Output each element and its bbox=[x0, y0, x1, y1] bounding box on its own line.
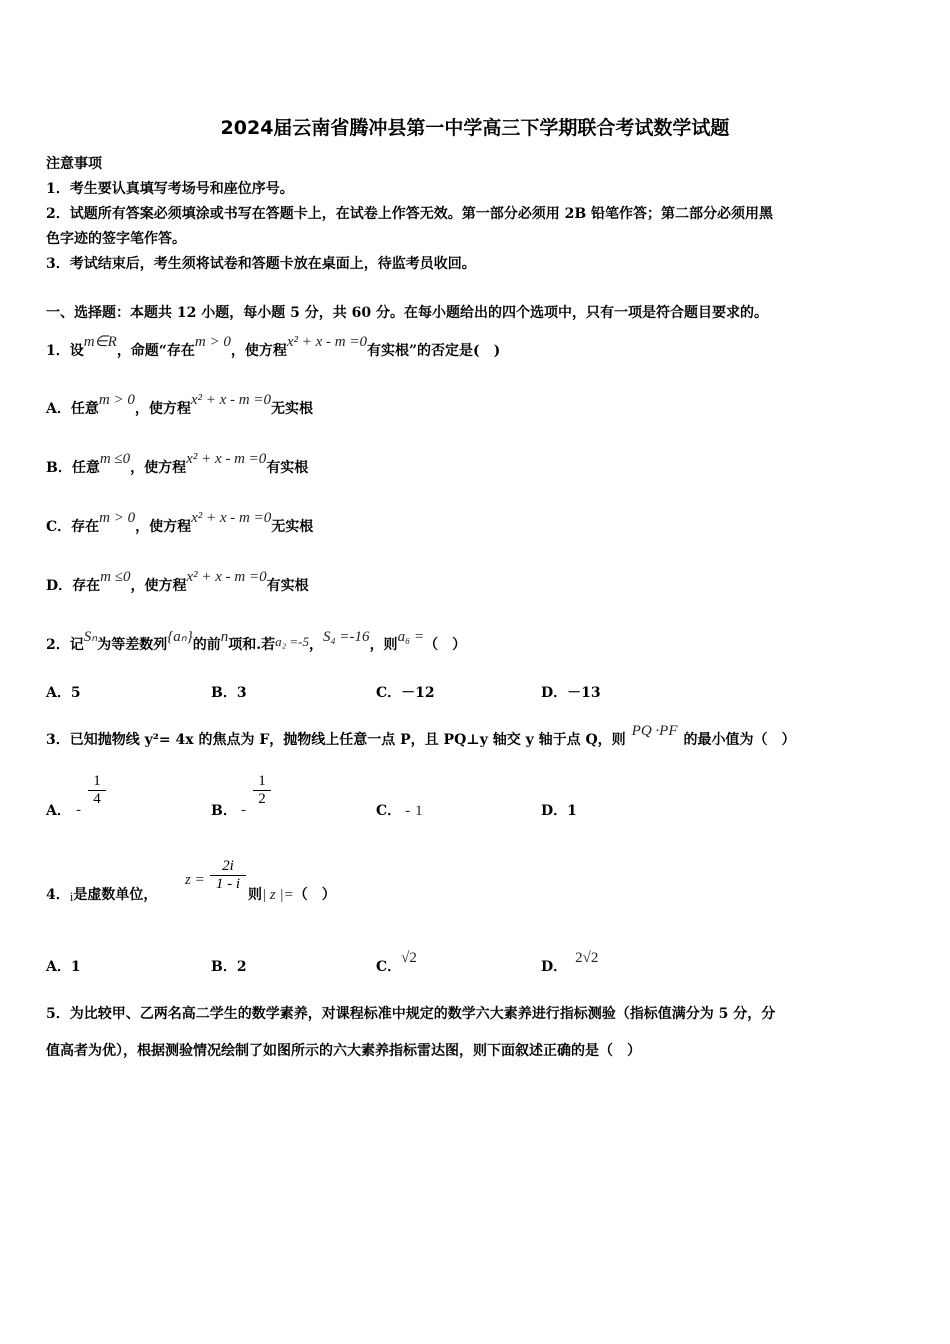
q4-lhs: z = bbox=[185, 872, 205, 888]
q4-text: 4． bbox=[46, 887, 70, 903]
q4-text: 则 bbox=[248, 887, 262, 903]
option-value: 1 bbox=[415, 803, 423, 819]
option-label: A．任意 bbox=[46, 401, 99, 417]
option-label: C．存在 bbox=[46, 519, 100, 535]
q2-text: 2．记 bbox=[46, 637, 84, 653]
notice-item: 色字迹的签字笔作答。 bbox=[46, 231, 186, 247]
denominator: 1 - i bbox=[210, 875, 246, 893]
option-math: m ≤0 bbox=[100, 569, 131, 585]
option-sign: - bbox=[405, 803, 411, 819]
option-text: ，使方程 bbox=[130, 578, 187, 594]
page-title: 2024届云南省腾冲县第一中学高三下学期联合考试数学试题 bbox=[220, 117, 730, 139]
option-text: 有实根 bbox=[266, 460, 309, 476]
notice-item: 1．考生要认真填写考场号和座位序号。 bbox=[46, 181, 294, 197]
q3-math: PQ ·PF bbox=[631, 723, 678, 739]
notice-item: 3．考试结束后，考生须将试卷和答题卡放在桌面上，待监考员收回。 bbox=[46, 256, 476, 272]
q1-math: x² + x - m =0 bbox=[286, 334, 367, 350]
option-math: m > 0 bbox=[99, 510, 136, 526]
q2-option-a: A．5 bbox=[46, 685, 81, 701]
q3-option-b-label: B． bbox=[211, 803, 237, 819]
q3-option-a-fraction bbox=[88, 773, 106, 808]
q1-option-c bbox=[46, 510, 314, 536]
option-math: m ≤0 bbox=[99, 451, 131, 467]
q3-option-b-sign: - bbox=[241, 802, 246, 818]
q3-option-a-sign: - bbox=[76, 802, 81, 818]
option-label: D． bbox=[541, 959, 568, 975]
option-text: ，使方程 bbox=[130, 460, 187, 476]
q4-math: i bbox=[69, 889, 74, 904]
option-math: x² + x - m =0 bbox=[186, 569, 267, 585]
q3-option-c bbox=[376, 800, 423, 820]
q4-option-d bbox=[541, 950, 599, 976]
numerator: 1 bbox=[258, 773, 266, 789]
q4-option-c bbox=[376, 950, 417, 976]
q4-option-a: A．1 bbox=[46, 959, 81, 975]
option-math: x² + x - m =0 bbox=[191, 510, 272, 526]
q3-text: 3．已知抛物线 y²= 4x 的焦点为 F，抛物线上任意一点 P，且 PQ⊥y 轴交 y 轴于点 Q，则 bbox=[46, 732, 626, 748]
q5-line: 值高者为优），根据测验情况绘制了如图所示的六大素养指标雷达图，则下面叙述正确的是（ ） bbox=[46, 1043, 641, 1059]
q2-text: ，则 bbox=[369, 637, 398, 653]
option-math: m > 0 bbox=[98, 392, 135, 408]
q4-stem-start bbox=[46, 884, 157, 904]
option-label: C． bbox=[376, 803, 402, 819]
option-value: 1 bbox=[567, 803, 577, 819]
q1-stem bbox=[46, 334, 501, 360]
option-math: 2√2 bbox=[575, 950, 599, 966]
option-math: x² + x - m =0 bbox=[190, 392, 271, 408]
option-label: C． bbox=[376, 959, 402, 975]
numerator: 2i bbox=[222, 858, 234, 874]
q3-stem bbox=[46, 723, 796, 749]
q3-option-b-fraction bbox=[253, 773, 271, 808]
q2-text: 的前 bbox=[192, 637, 221, 653]
q1-option-d bbox=[46, 569, 309, 595]
option-label: D．存在 bbox=[46, 578, 101, 594]
q2-math: n bbox=[220, 629, 229, 645]
option-text: ，使方程 bbox=[134, 401, 191, 417]
option-math: x² + x - m =0 bbox=[186, 451, 267, 467]
option-text: 有实根 bbox=[266, 578, 309, 594]
q1-text: ，命题“存在 bbox=[116, 343, 195, 359]
notice-heading: 注意事项 bbox=[46, 156, 102, 172]
q1-option-a bbox=[46, 392, 313, 418]
q4-stem-end bbox=[248, 884, 336, 904]
q3-option-d bbox=[541, 800, 577, 820]
q2-stem bbox=[46, 629, 467, 654]
numerator: 1 bbox=[93, 773, 101, 789]
q2-math: {aₙ} bbox=[167, 629, 193, 645]
option-label: D． bbox=[541, 803, 568, 819]
q5-line: 5．为比较甲、乙两名高二学生的数学素养，对课程标准中规定的数学六大素养进行指标测验（指标值满分为 5 分，分 bbox=[46, 1006, 776, 1022]
q4-text: 是虚数单位， bbox=[73, 887, 158, 903]
q1-text: ，使方程 bbox=[230, 343, 287, 359]
q3-option-a-label: A． bbox=[46, 803, 71, 819]
q2-text: （ ） bbox=[424, 637, 467, 653]
q2-math: a₆ = bbox=[397, 629, 425, 645]
q2-math: Sₙ bbox=[83, 629, 98, 645]
section-heading: 一、选择题：本题共 12 小题，每小题 5 分，共 60 分。在每小题给出的四个选项中，只有一项是符合题目要求的。 bbox=[46, 305, 768, 321]
q1-math: m > 0 bbox=[194, 334, 231, 350]
q2-option-b: B．3 bbox=[211, 685, 247, 701]
denominator: 2 bbox=[253, 790, 271, 808]
option-label: B．任意 bbox=[46, 460, 100, 476]
option-math: √2 bbox=[401, 950, 417, 966]
q1-text: 有实根”的否定是( ) bbox=[366, 343, 501, 359]
option-text: ，使方程 bbox=[135, 519, 192, 535]
q2-text: 项和.若 bbox=[228, 637, 276, 653]
option-text: 无实根 bbox=[271, 519, 314, 535]
q2-option-c: C．－12 bbox=[376, 685, 435, 701]
q4-text: （ ） bbox=[293, 887, 336, 903]
q1-math: m∈R bbox=[83, 334, 117, 350]
q4-option-b: B．2 bbox=[211, 959, 247, 975]
q4-math: | z |= bbox=[262, 887, 294, 903]
denominator: 4 bbox=[88, 790, 106, 808]
q1-option-b bbox=[46, 451, 309, 477]
q2-text: ， bbox=[308, 637, 323, 653]
notice-item: 2．试题所有答案必须填涂或书写在答题卡上，在试卷上作答无效。第一部分必须用 2B 铅笔作答；第二部分必须用黑 bbox=[46, 206, 774, 222]
option-text: 无实根 bbox=[270, 401, 313, 417]
q2-text: 为等差数列 bbox=[97, 637, 168, 653]
q3-text: 的最小值为（ ） bbox=[683, 732, 796, 748]
q2-option-d: D．－13 bbox=[541, 685, 601, 701]
q4-fraction bbox=[210, 858, 246, 893]
q2-math: S₄ =-16 bbox=[322, 629, 370, 645]
q2-math: a₂ =-5 bbox=[275, 634, 309, 649]
q1-text: 1．设 bbox=[46, 343, 84, 359]
